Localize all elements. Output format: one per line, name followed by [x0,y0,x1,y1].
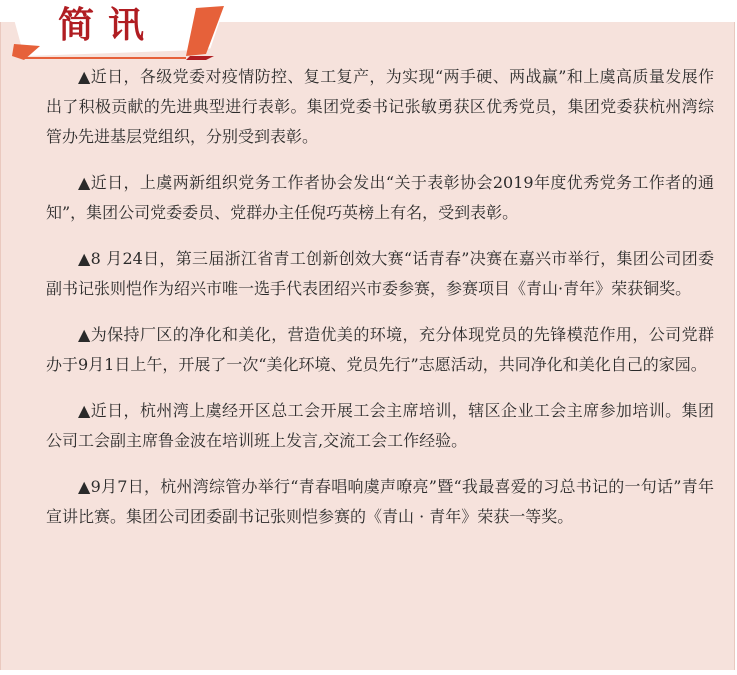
news-item: ▲为保持厂区的净化和美化，营造优美的环境，充分体现党员的先锋模范作用，公司党群办于9月1日上午，开展了一次“美化环境、党员先行”志愿活动，共同净化和美化自己的家园。 [46,325,714,374]
section-header [10,0,225,62]
news-item: ▲近日，上虞两新组织党务工作者协会发出“关于表彰协会2019年度优秀党务工作者的通知”，集团公司党委委员、党群办主任倪巧英榜上有名，受到表彰。 [46,173,714,222]
news-list [46,62,714,532]
news-item: ▲近日，各级党委对疫情防控、复工复产，为实现“两手硬、两战赢”和上虞高质量发展作出了积极贡献的先进典型进行表彰。集团党委书记张敏勇获区优秀党员，集团党委获杭州湾综管办先进基层党组织，分别受到表彰。 [46,67,714,146]
section-title: 简讯 [58,5,159,46]
news-item: ▲近日，杭州湾上虞经开区总工会开展工会主席培训，辖区企业工会主席参加培训。集团公司工会副主席鲁金波在培训班上发言,交流工会工作经验。 [46,401,714,450]
news-item: ▲8 月24日，第三届浙江省青工创新创效大赛“话青春”决赛在嘉兴市举行，集团公司团委副书记张则恺作为绍兴市唯一选手代表团绍兴市委参赛，参赛项目《青山·青年》荣获铜奖。 [46,249,714,298]
news-item: ▲9月7日，杭州湾综管办举行“青春唱响虞声嘹亮”暨“我最喜爱的习总书记的一句话”青年宣讲比赛。集团公司团委副书记张则恺参赛的《青山 · 青年》荣获一等奖。 [46,477,714,526]
